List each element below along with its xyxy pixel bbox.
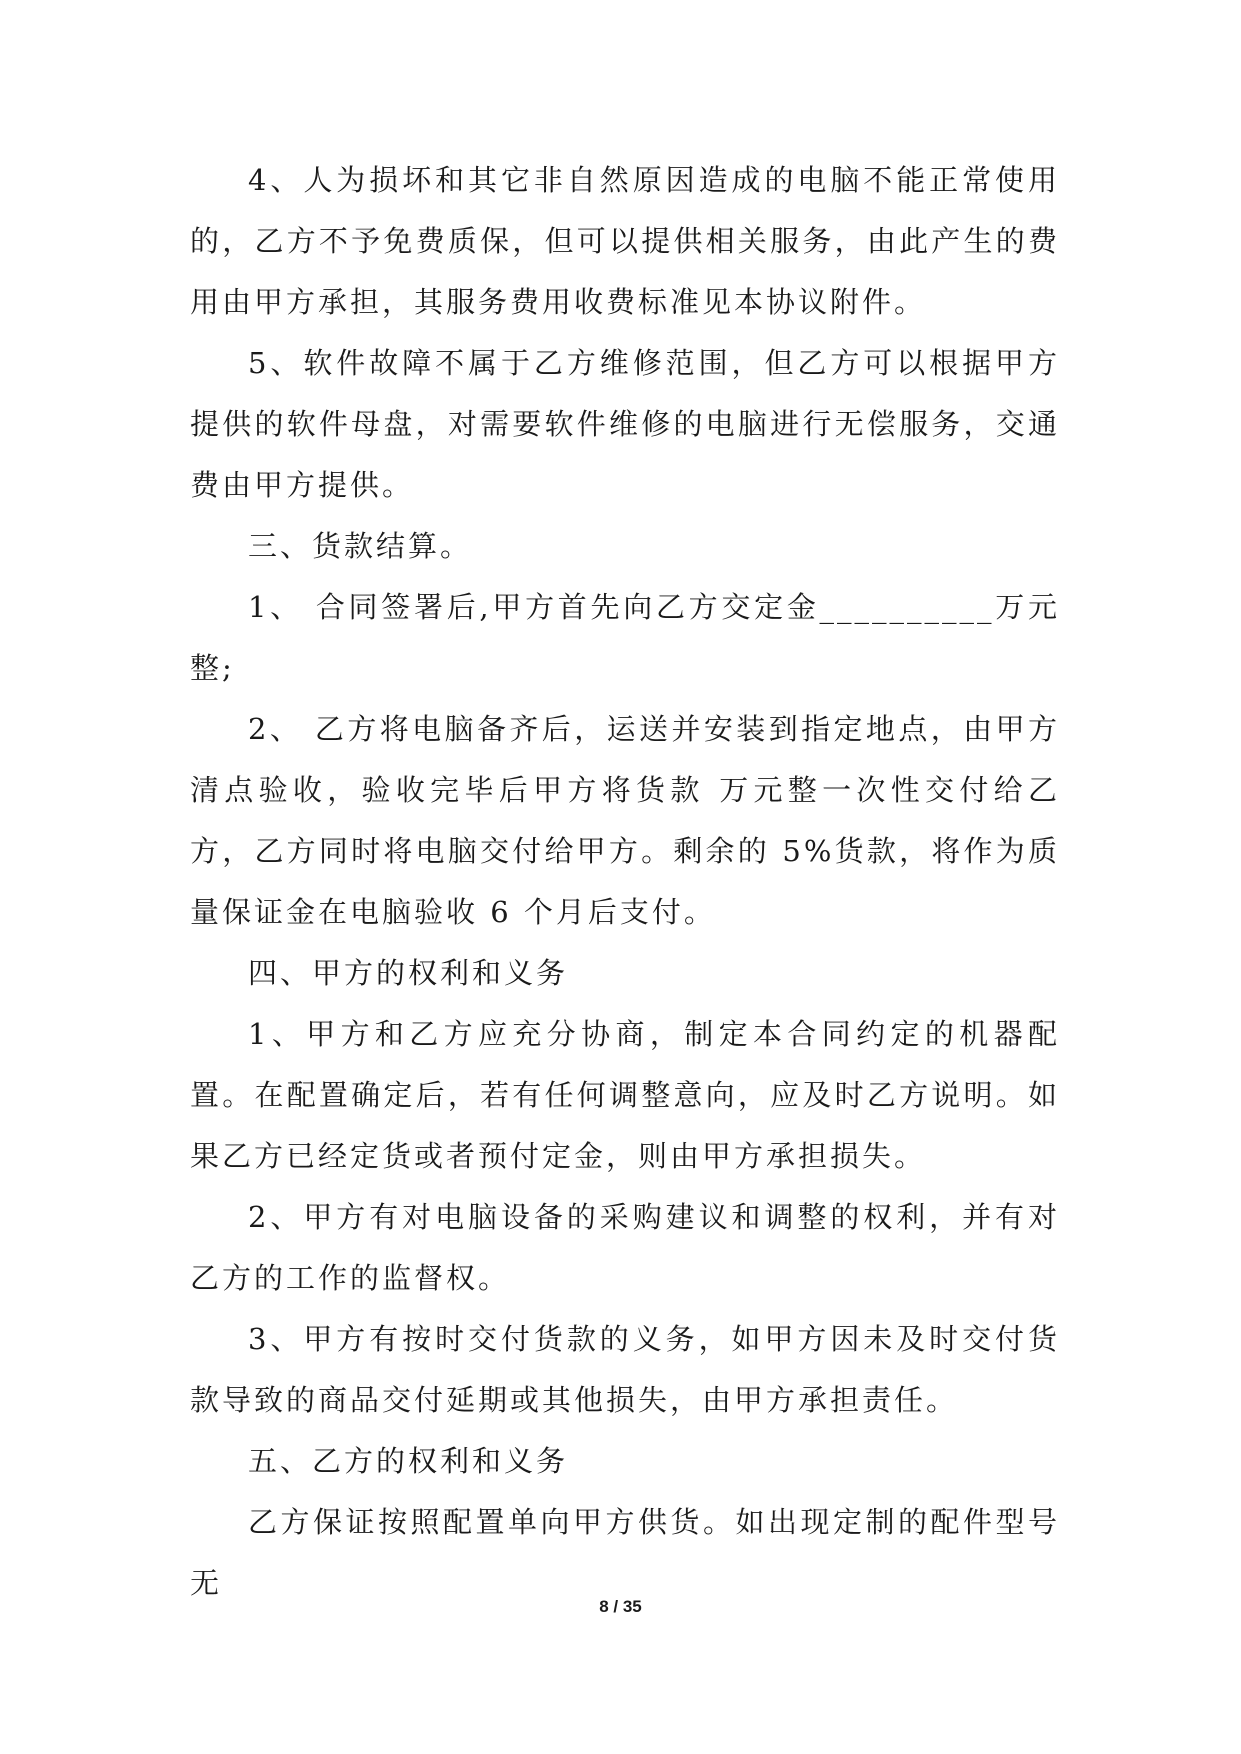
paragraph-item-4-damage: 4、人为损坏和其它非自然原因造成的电脑不能正常使用的，乙方不予免费质保，但可以提供相关服务，由此产生的费用由甲方承担，其服务费用收费标准见本协议附件。: [190, 163, 1060, 319]
paragraph-item-5-software: 5、软件故障不属于乙方维修范围，但乙方可以根据甲方提供的软件母盘，对需要软件维修的电脑进行无偿服务，交通费由甲方提供。: [190, 346, 1060, 502]
section-heading-party-b: 五、乙方的权利和义务: [248, 1444, 569, 1478]
section-heading-payment: 三、货款结算。: [248, 529, 473, 563]
paragraph-payment-1: 1、 合同签署后,甲方首先向乙方交定金__________万元整;: [190, 590, 1060, 685]
paragraph-party-a-3: 3、甲方有按时交付货款的义务，如甲方因未及时交付货款导致的商品交付延期或其他损失，由甲方承担责任。: [190, 1322, 1060, 1417]
paragraph-party-a-2: 2、甲方有对电脑设备的采购建议和调整的权利，并有对乙方的工作的监督权。: [190, 1200, 1060, 1295]
paragraph-payment-2: 2、 乙方将电脑备齐后，运送并安装到指定地点，由甲方清点验收，验收完毕后甲方将货款 万元整一次性交付给乙方，乙方同时将电脑交付给甲方。剩余的 5%货款，将作为质量保证金在电脑验收 6 个月后支付。: [190, 712, 1060, 929]
document-body: [190, 150, 1060, 1614]
paragraph-party-a-1: 1、甲方和乙方应充分协商，制定本合同约定的机器配置。在配置确定后，若有任何调整意向，应及时乙方说明。如果乙方已经定货或者预付定金，则由甲方承担损失。: [190, 1017, 1060, 1173]
paragraph-party-b-1: 乙方保证按照配置单向甲方供货。如出现定制的配件型号无: [190, 1505, 1060, 1600]
page-number: 8 / 35: [599, 1597, 642, 1616]
section-heading-party-a: 四、甲方的权利和义务: [248, 956, 569, 990]
